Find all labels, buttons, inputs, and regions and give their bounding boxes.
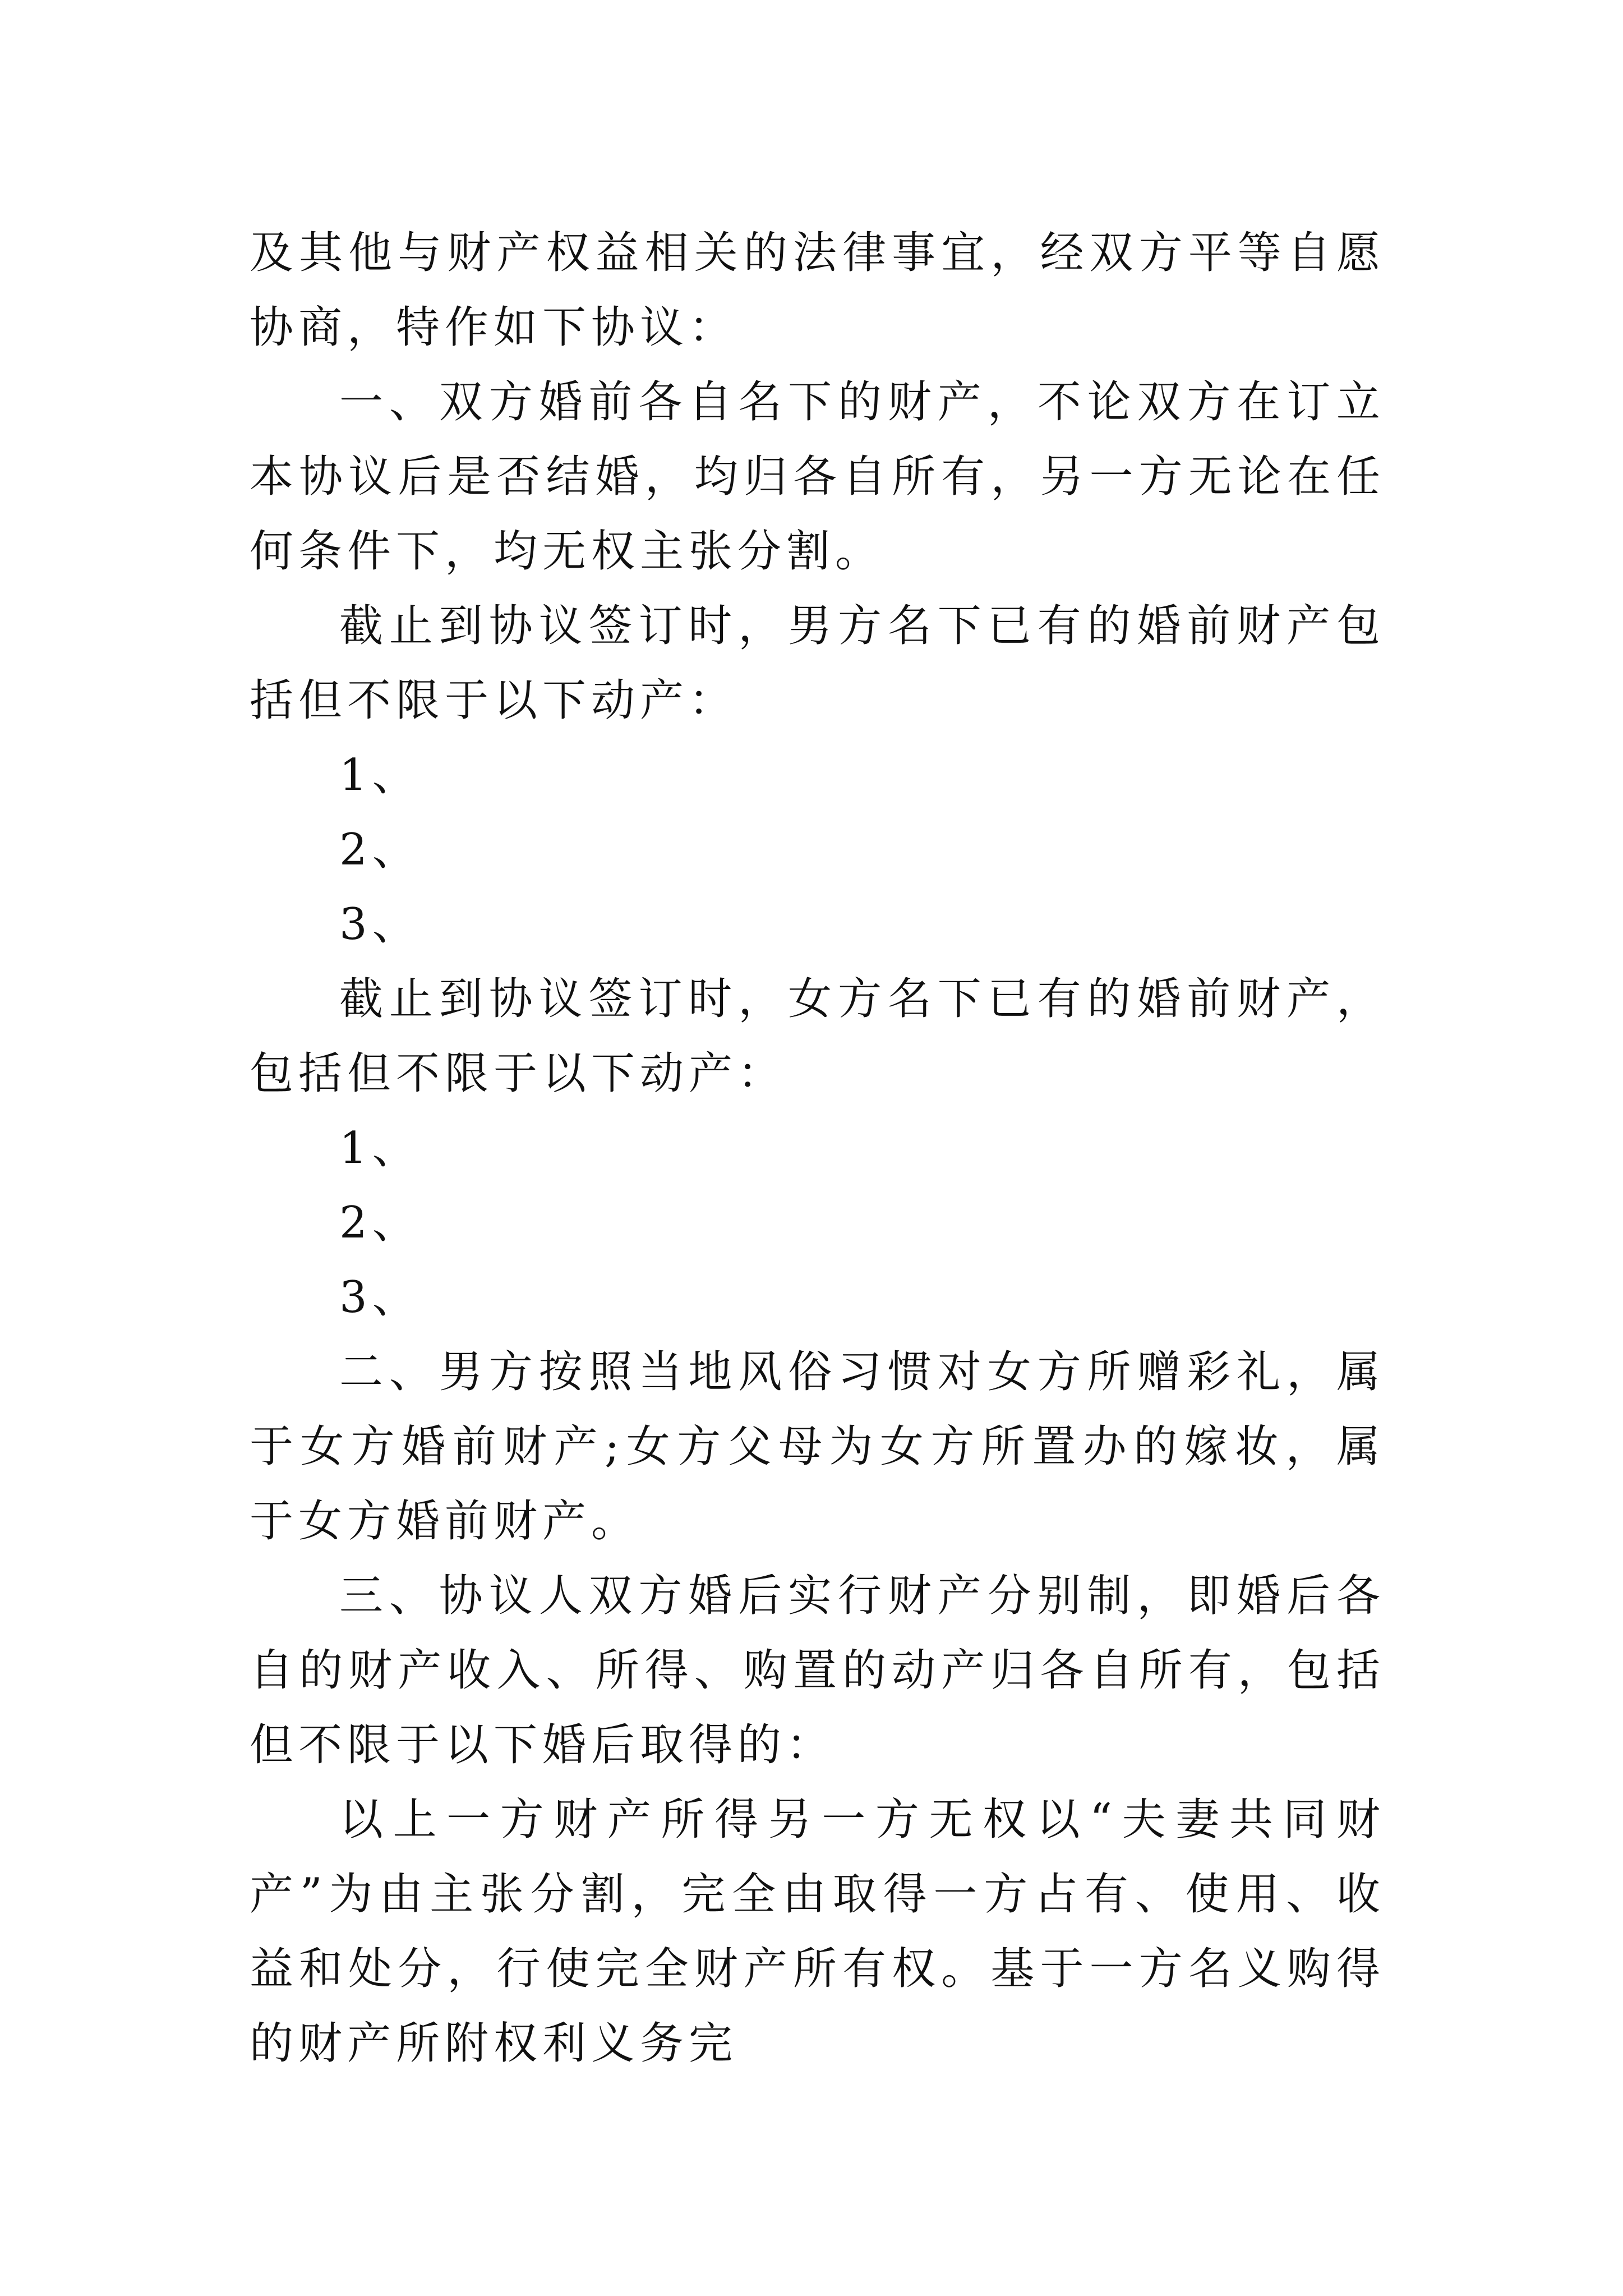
list-item: 3、 [339, 899, 421, 950]
paragraph: 一、双方婚前各自名下的财产，不论双方在订立本协议后是否结婚，均归各自所有，另一方无论在任何条件下，均无权主张分割。 [250, 377, 1385, 577]
paragraph: 截止到协议签订时，女方名下已有的婚前财产，包括但不限于以下动产： [250, 974, 1385, 1099]
list-item: 1、 [339, 1123, 421, 1174]
document-body [250, 216, 1385, 2081]
paragraph: 三、协议人双方婚后实行财产分别制，即婚后各自的财产收入、所得、购置的动产归各自所有，包括但不限于以下婚后取得的： [250, 1571, 1385, 1770]
paragraph: 以上一方财产所得另一方无权以“夫妻共同财产”为由主张分割，完全由取得一方占有、使用、收益和处分，行使完全财产所有权。基于一方名义购得的财产所附权利义务完 [250, 1795, 1385, 2069]
paragraph: 截止到协议签订时，男方名下已有的婚前财产包括但不限于以下动产： [250, 601, 1385, 726]
list-item: 2、 [339, 825, 421, 875]
paragraph: 二、男方按照当地风俗习惯对女方所赠彩礼，属于女方婚前财产;女方父母为女方所置办的嫁妆，属于女方婚前财产。 [250, 1347, 1385, 1547]
list-item: 1、 [339, 750, 421, 800]
list-item: 2、 [339, 1198, 421, 1248]
paragraph: 及其他与财产权益相关的法律事宜，经双方平等自愿协商，特作如下协议： [250, 228, 1385, 353]
list-item: 3、 [339, 1272, 421, 1323]
